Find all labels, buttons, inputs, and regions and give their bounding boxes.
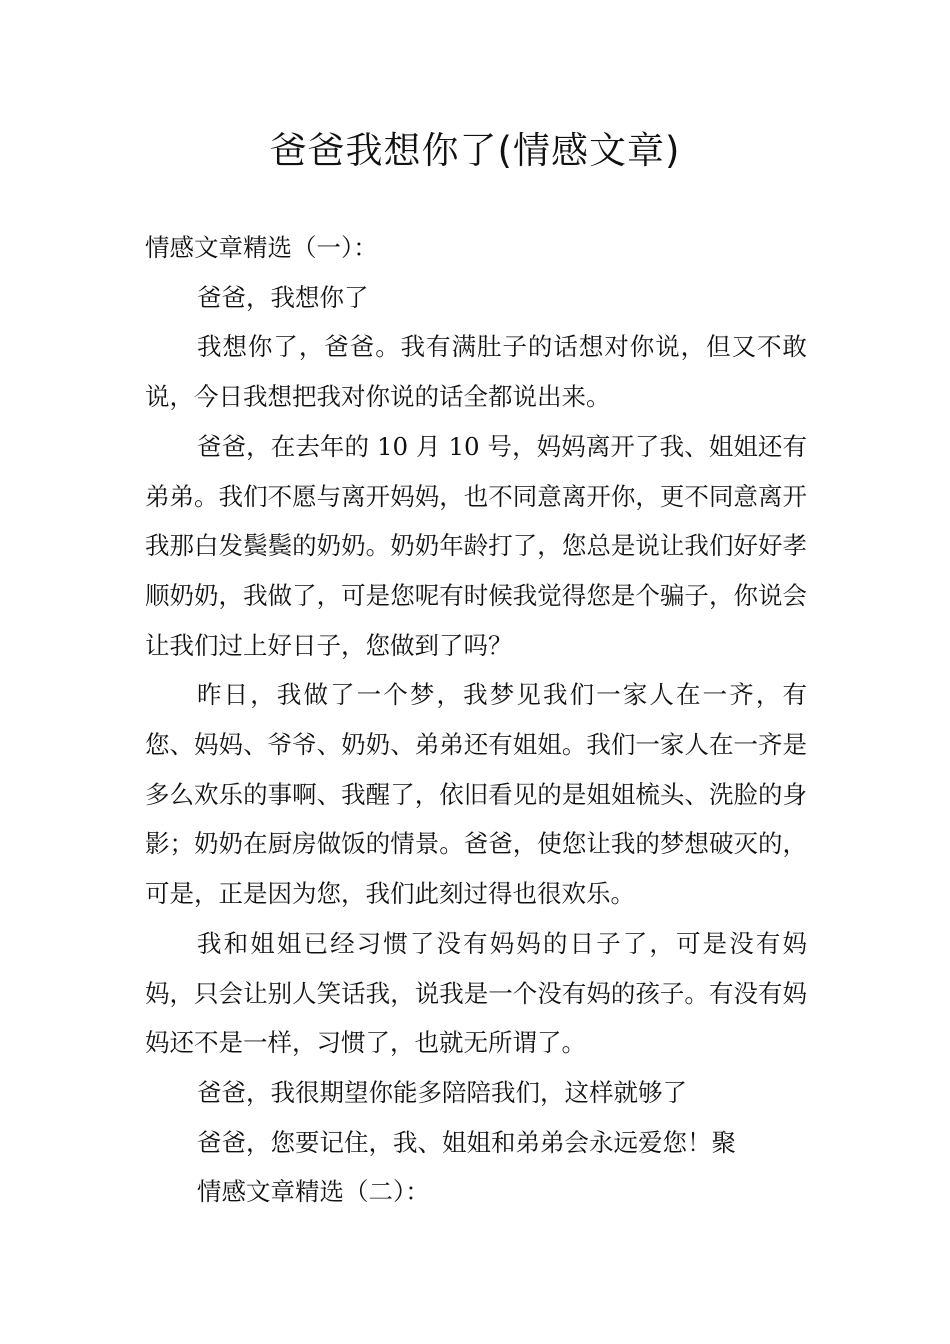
section-heading-1: 情感文章精选（一）： [145, 233, 378, 262]
paragraph: 我和姐姐已经习惯了没有妈妈的日子了，可是没有妈妈，只会让别人笑话我，说我是一个没有妈的孩子。有没有妈妈还不是一样，习惯了，也就无所谓了。 [145, 928, 807, 1058]
paragraph-subtitle: 爸爸，我想你了 [197, 282, 369, 312]
paragraph: 我想你了，爸爸。我有满肚子的话想对你说，但又不敢说，今日我想把我对你说的话全都说出来。 [145, 332, 807, 412]
paragraph: 爸爸，您要记住，我、姐姐和弟弟会永远爱您！聚 [197, 1127, 736, 1157]
document-title: 爸爸我想你了(情感文章) [269, 129, 681, 172]
paragraph: 爸爸，在去年的 10 月 10 号，妈妈离开了我、姐姐还有弟弟。我们不愿与离开妈妈，也不同意离开你，更不同意离开我那白发鬓鬓的奶奶。奶奶年龄打了，您总是说让我们好好孝顺奶奶，我做了，可是您呢有时候我觉得您是个骗子，你说会让我们过上好日子，您做到了吗？ [145, 431, 807, 660]
paragraph: 爸爸，我很期望你能多陪陪我们，这样就够了 [197, 1077, 687, 1107]
document-body [145, 223, 807, 1217]
paragraph: 昨日，我做了一个梦，我梦见我们一家人在一齐，有您、妈妈、爷爷、奶奶、弟弟还有姐姐。我们一家人在一齐是多么欢乐的事啊、我醒了，依旧看见的是姐姐梳头、洗脸的身影；奶奶在厨房做饭的情景。爸爸，使您让我的梦想破灭的，可是，正是因为您，我们此刻过得也很欢乐。 [145, 680, 807, 909]
section-heading-2: 情感文章精选（二）： [197, 1177, 430, 1207]
